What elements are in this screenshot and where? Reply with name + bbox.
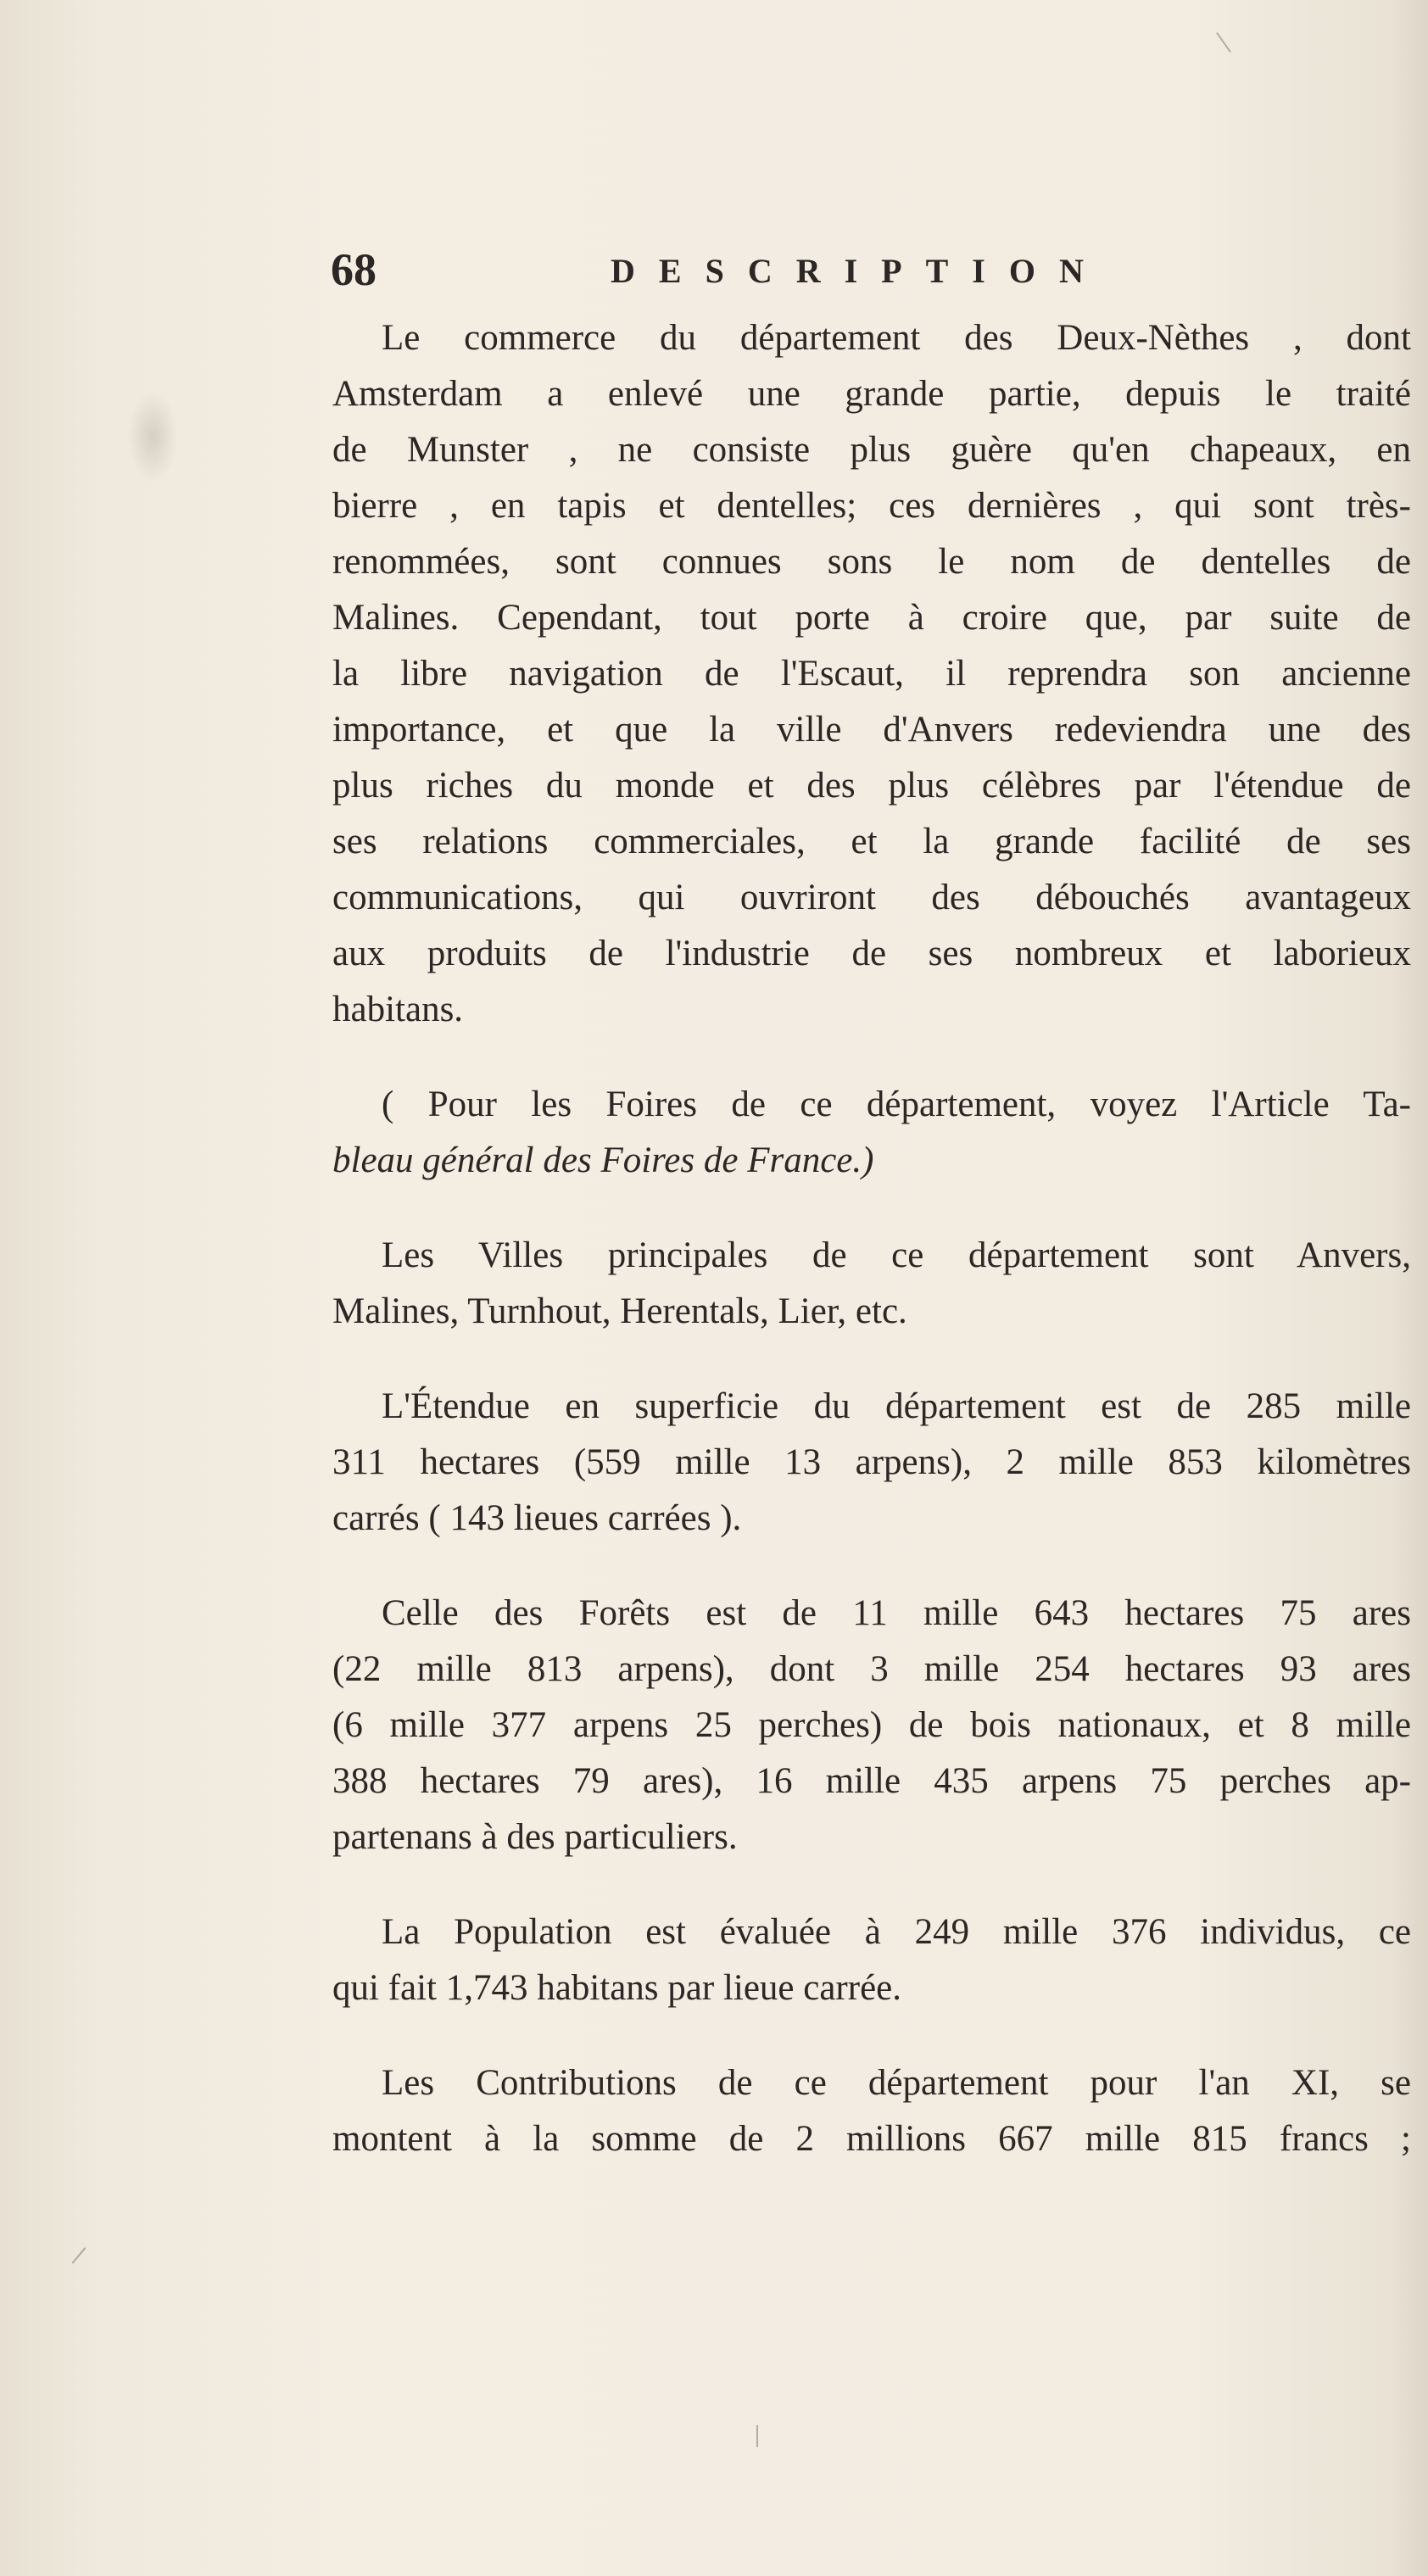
text-line: Malines, Turnhout, Herentals, Lier, etc. bbox=[332, 1291, 907, 1331]
text-line: montent à la somme de 2 millions 667 mille 815 francs ; bbox=[332, 2119, 1411, 2159]
text-line: Les Villes principales de ce département sont Anvers, bbox=[382, 1235, 1411, 1275]
text-line: 311 hectares (559 mille 13 arpens), 2 mille 853 kilomètres bbox=[332, 1442, 1411, 1482]
text-line: (22 mille 813 arpens), dont 3 mille 254 hectares 93 ares bbox=[332, 1649, 1411, 1689]
text-line: qui fait 1,743 habitans par lieue carrée. bbox=[332, 1968, 901, 2008]
text-line: Le commerce du département des Deux-Nèthes , dont bbox=[382, 318, 1411, 358]
text-line: la libre navigation de l'Escaut, il reprendra son ancienne bbox=[332, 654, 1411, 694]
page-mark bbox=[72, 2247, 86, 2264]
text-line: importance, et que la ville d'Anvers redeviendra une des bbox=[332, 710, 1411, 750]
text-line: ses relations commerciales, et la grande facilité de ses bbox=[332, 822, 1411, 861]
text-line: Les Contributions de ce département pour l'an XI, se bbox=[382, 2063, 1411, 2103]
text-line: Malines. Cependant, tout porte à croire que, par suite de bbox=[332, 598, 1411, 638]
text-line: Celle des Forêts est de 11 mille 643 hectares 75 ares bbox=[382, 1593, 1411, 1633]
text-line: ( Pour les Foires de ce département, voyez l'Article Ta- bbox=[382, 1084, 1411, 1124]
text-line: (6 mille 377 arpens 25 perches) de bois nationaux, et 8 mille bbox=[332, 1705, 1411, 1745]
text-line: La Population est évaluée à 249 mille 376 individus, ce bbox=[382, 1912, 1411, 1952]
text-line: Amsterdam a enlevé une grande partie, depuis le traité bbox=[332, 374, 1411, 414]
text-line: partenans à des particuliers. bbox=[332, 1817, 738, 1857]
text-line: habitans. bbox=[332, 990, 464, 1029]
page-number: 68 bbox=[331, 244, 377, 295]
text-line: aux produits de l'industrie de ses nombreux et laborieux bbox=[332, 934, 1411, 973]
text-line: bierre , en tapis et dentelles; ces dernières , qui sont très- bbox=[332, 486, 1411, 526]
text-line: carrés ( 143 lieues carrées ). bbox=[332, 1498, 742, 1538]
text-line: L'Étendue en superficie du département est de 285 mille bbox=[382, 1386, 1411, 1426]
running-head: DESCRIPTION bbox=[611, 252, 1107, 290]
page-mark bbox=[1216, 32, 1231, 53]
text-line: communications, qui ouvriront des débouchés avantageux bbox=[332, 878, 1411, 917]
page-stain bbox=[127, 390, 178, 483]
text-line: de Munster , ne consiste plus guère qu'en chapeaux, en bbox=[332, 430, 1411, 470]
page-header bbox=[331, 244, 1428, 304]
page-mark bbox=[756, 2425, 758, 2447]
body-text bbox=[332, 310, 1411, 2167]
text-line: 388 hectares 79 ares), 16 mille 435 arpens 75 perches ap- bbox=[332, 1761, 1411, 1801]
text-line: plus riches du monde et des plus célèbres par l'étendue de bbox=[332, 766, 1411, 806]
text-line: bleau général des Foires de France.) bbox=[332, 1140, 874, 1180]
text-line: renommées, sont connues sons le nom de dentelles de bbox=[332, 542, 1411, 582]
